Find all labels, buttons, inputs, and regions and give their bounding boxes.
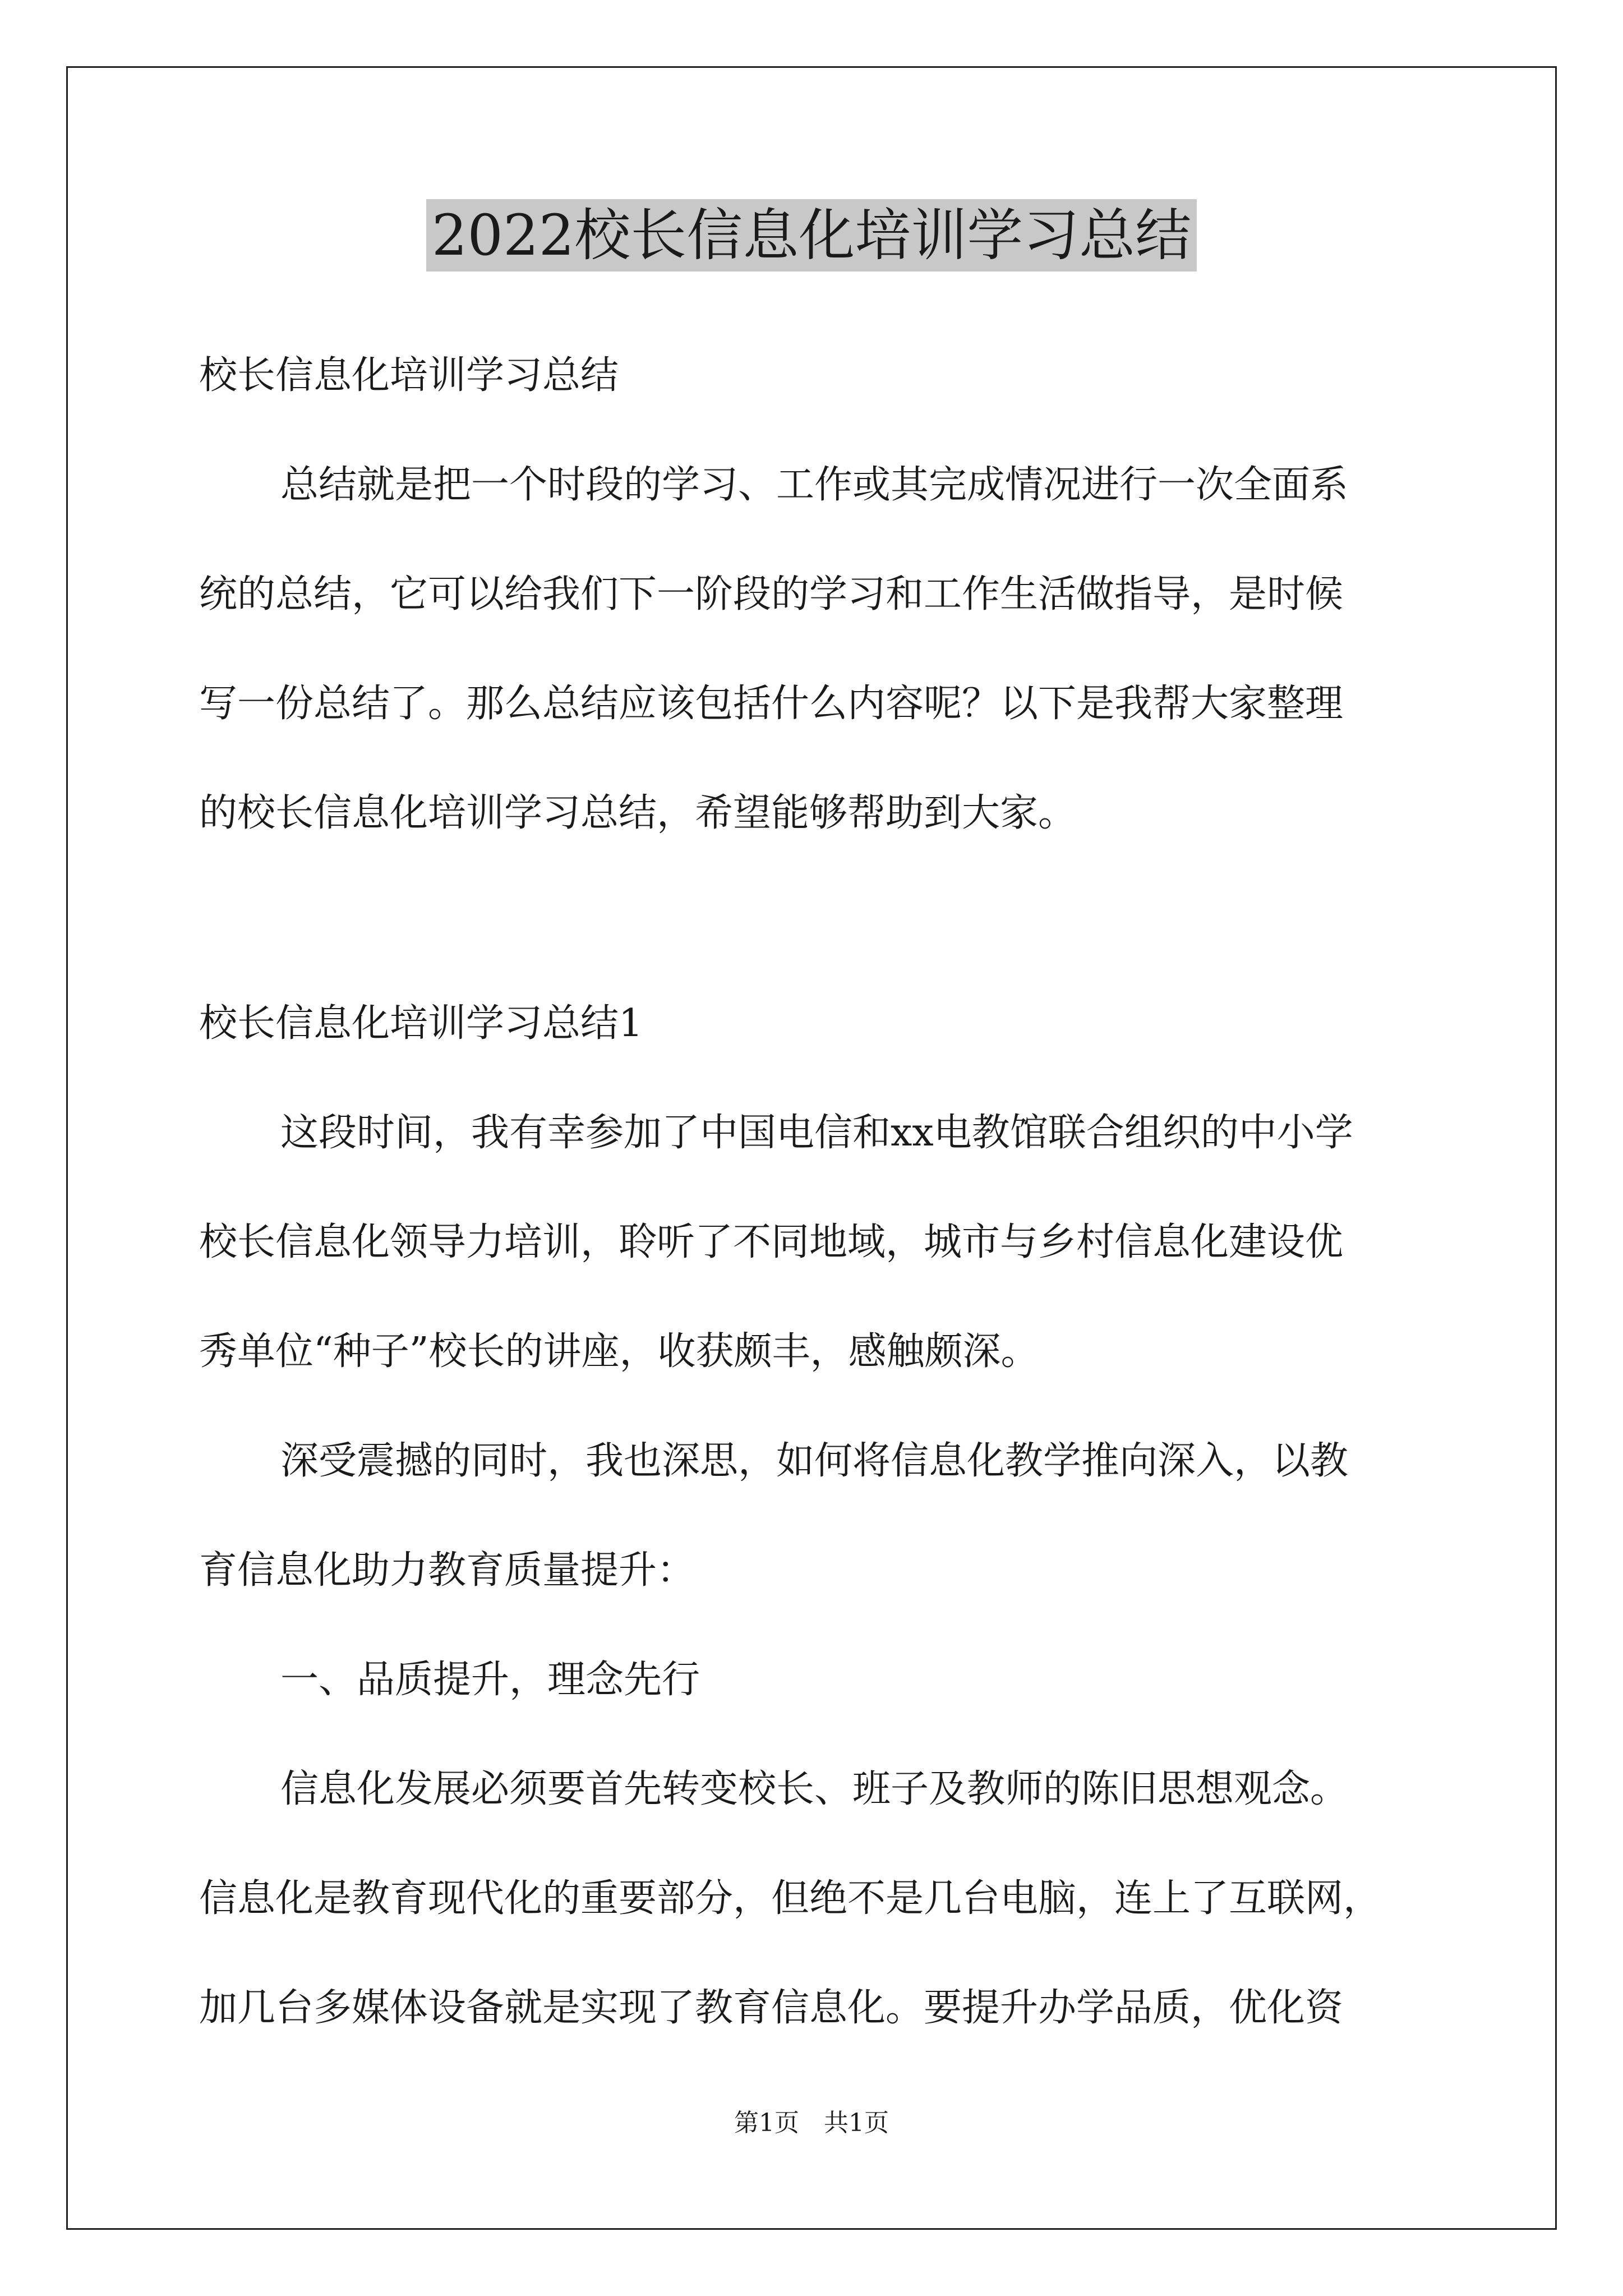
document-title-text: 2022校长信息化培训学习总结: [426, 199, 1197, 272]
paragraph-line: 统的总结，它可以给我们下一阶段的学习和工作生活做指导，是时候: [199, 572, 1344, 616]
page-footer: 第1页 共1页: [734, 2109, 889, 2137]
section-heading: 校长信息化培训学习总结1: [199, 1001, 643, 1046]
paragraph-line: 的校长信息化培训学习总结，希望能够帮助到大家。: [199, 791, 1077, 835]
paragraph-line: 信息化是教育现代化的重要部分，但绝不是几台电脑，连上了互联网，: [199, 1876, 1382, 1921]
paragraph-line: 育信息化助力教育质量提升：: [199, 1548, 695, 1593]
paragraph-line: 总结就是把一个时段的学习、工作或其完成情况进行一次全面系: [280, 463, 1349, 507]
paragraph-line: 秀单位“种子”校长的讲座，收获颇丰，感触颇深。: [199, 1329, 1039, 1374]
subsection-heading: 一、品质提升，理念先行: [280, 1658, 700, 1702]
paragraph-line: 校长信息化领导力培训，聆听了不同地域，城市与乡村信息化建设优: [199, 1220, 1344, 1264]
paragraph-line: 加几台多媒体设备就是实现了教育信息化。要提升办学品质，优化资: [199, 1986, 1344, 2030]
paragraph-line: 写一份总结了。那么总结应该包括什么内容呢？以下是我帮大家整理: [199, 682, 1344, 726]
document-title: [0, 199, 1623, 272]
subtitle-line: 校长信息化培训学习总结: [199, 353, 619, 398]
paragraph-line: 深受震撼的同时，我也深思，如何将信息化教学推向深入，以教: [280, 1439, 1349, 1483]
paragraph-line: 这段时间，我有幸参加了中国电信和xx电教馆联合组织的中小学: [280, 1111, 1353, 1155]
paragraph-line: 信息化发展必须要首先转变校长、班子及教师的陈旧思想观念。: [280, 1767, 1349, 1811]
